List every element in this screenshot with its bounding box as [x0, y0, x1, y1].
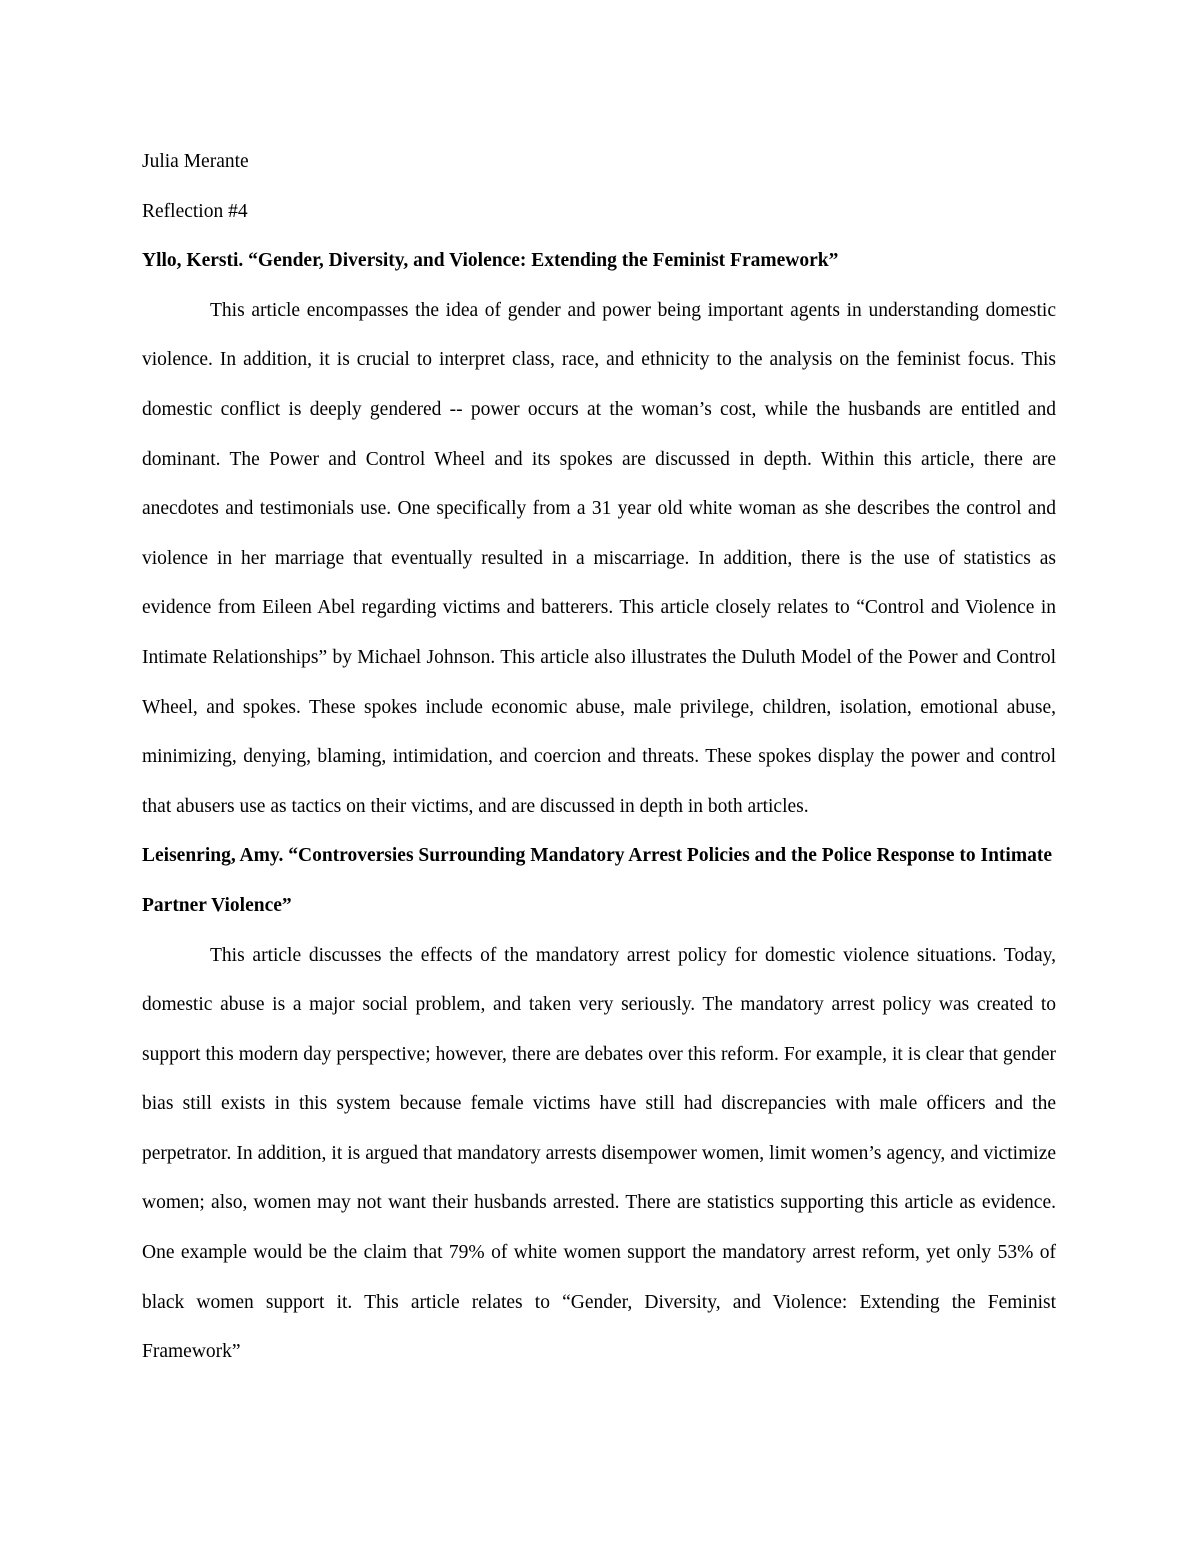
- section-body-yllo: This article encompasses the idea of gender and power being important agents in understanding domestic violence. In addition, it is crucial to interpret class, race, and ethnicity to the analysis on the feminist focus. This domestic conflict is deeply gendered -- power occurs at the woman’s cost, while the husbands are entitled and dominant. The Power and Control Wheel and its spokes are discussed in depth. Within this article, there are anecdotes and testimonials use. One specifically from a 31 year old white woman as she describes the control and violence in her marriage that eventually resulted in a miscarriage. In addition, there is the use of statistics as evidence from Eileen Abel regarding victims and batterers. This article closely relates to “Control and Violence in Intimate Relationships” by Michael Johnson. This article also illustrates the Duluth Model of the Power and Control Wheel, and spokes. These spokes include economic abuse, male privilege, children, isolation, emotional abuse, minimizing, denying, blaming, intimidation, and coercion and threats. These spokes display the power and control that abusers use as tactics on their victims, and are discussed in depth in both articles.: [142, 299, 1056, 817]
- document-content: [142, 137, 1056, 1377]
- section-body-leisenring: This article discusses the effects of the mandatory arrest policy for domestic violence situations. Today, domestic abuse is a major social problem, and taken very seriously. The mandatory arrest policy was created to support this modern day perspective; however, there are debates over this reform. For example, it is clear that gender bias still exists in this system because female victims have still had discrepancies with male officers and the perpetrator. In addition, it is argued that mandatory arrests disempower women, limit women’s agency, and victimize women; also, women may not want their husbands arrested. There are statistics supporting this article as evidence. One example would be the claim that 79% of white women support the mandatory arrest reform, yet only 53% of black women support it. This article relates to “Gender, Diversity, and Violence: Extending the Feminist Framework”: [142, 944, 1056, 1363]
- section-heading-yllo: Yllo, Kersti. “Gender, Diversity, and Violence: Extending the Feminist Framework”: [142, 250, 839, 272]
- author-name: Julia Merante: [142, 151, 249, 172]
- assignment-title: Reflection #4: [142, 200, 248, 222]
- section-heading-leisenring: Leisenring, Amy. “Controversies Surrounding Mandatory Arrest Policies and the Police Response to Intimate Partner Violence”: [142, 845, 1052, 916]
